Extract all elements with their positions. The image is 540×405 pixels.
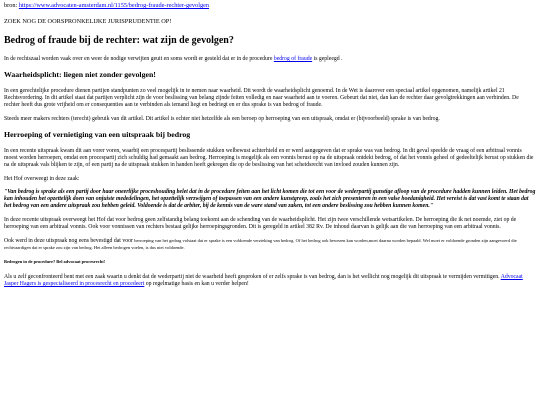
page-title: Bedrog of fraude bij de rechter: wat zijn de gevolgen?: [4, 35, 234, 46]
closing-paragraph: [4, 274, 536, 288]
court-quote: "Van bedrog is sprake als een partij door haar oneerlijke proceshouding belet dat in de procedure feiten aan het licht komen die tot een voor de wederpartij gunstige afloop van de procedure hadden kunnen leiden. Het bedrog kan inhouden het opzettelijk doen van onjuiste mededelingen, het opzettelijk verzwijgen of toepassen van een andere kunstgreep, zoals het zich presenteren in een valse hoedanigheid. Het vereist is dat vast komt te staan dat het bedrog van een andere uitspraak zou hebben geleid. Voldoende is dat de arbiter, bij de kennis van de ware stand van zaken, tot een andere beslissing zou hebben kunnen komen.": [4, 189, 536, 209]
court-considers-line: Het Hof overweegt in deze zaak:: [4, 176, 80, 182]
fraud-link[interactable]: bedrog of fraude: [273, 56, 313, 62]
closing-text-after: op regelmatige basis en kan u verder helpen!: [144, 281, 249, 287]
waarheidsplicht-paragraph: In een gerechtelijke procedure dienen partijen standpunten zo veel mogelijk in te nemen naar waarheid. Dit wordt de waarheidsplicht genoemd. In de Wet is daarover een speciaal artikel opgenomen, namelijk artikel 21 Rechtsvordering. In dit artikel staat dat partijen verplicht zijn de voor beslissing van belang zijnde feiten volledig en naar waarheid aan te voeren. Gebeurt dat niet, dan kan de rechter daar gevolgtrekkingen aan verbinden. De rechter heeft dus grote vrijheid om er consequenties aan te verbinden als iemand liegt en bedriegt en er dus sprake is van bedrog of fraude.: [4, 88, 519, 108]
intro-text-before: In de rechtszaal worden vaak over en weer de nodige verwijten geuit en soms wordt er gesteld dat er in de procedure: [4, 56, 274, 62]
section-heading-waarheidsplicht: Waarheidsplicht: liegen niet zonder gevolgen!: [4, 70, 156, 79]
recent-ruling-paragraph: In een recente uitspraak kwam dit aan vorer voren, waarbij een procespartij beslissende stukken welbewust achterhield en er werd aangegeven dat er sprake was van bedrog. In dit geval speelde de vraag of een arbitraal vonnis moest worden herroepen, omdat een procespartij zich schuldig had gemaakt aan bedrog. Herroeping is mogelijk als een vonnis berust op na de uitspraak ontdekt bedrog, of dat het vonnis geheel of gedeeltelijk berust op stukken die na de uitspraak vals blijken te zijn, of een partij na de uitspraak stukken in handen heeft gekregen die op de beslissing van het scheidsrecht van invloed zouden kunnen zijn.: [4, 148, 534, 168]
section-heading-herroeping: Herroeping of vernietiging van een uitspraak bij bedrog: [4, 130, 191, 139]
intro-text-after: is gepleegd .: [312, 56, 343, 62]
intro-paragraph: [4, 56, 536, 63]
source-link[interactable]: https://www.advocaten-amsterdam.nl/1155/bedrog-fraude-rechter-gevolgen: [18, 2, 210, 9]
source-label: bron:: [4, 2, 19, 9]
confirmation-small-text: herroeping van het gedrag volstaat dat er sprake is een voldoende verzieking van bedrog. Of het bedrog ook bewezen kan worden,moet daarna worden bepaald. Wel moet er voldoende gronden zijn aangevoerd die rechtvaardigen dat er sprake zou zijn van bedrog. Het alleen bedrogen voelen, is dus niet voldoende.: [4, 238, 517, 250]
call-lawyer-heading: Bedrogen in de procedure? Bel advocaat procesrecht!: [4, 259, 106, 264]
closing-text-before: Als u zelf geconfronteerd bent met een zaak waarin u denkt dat de wederpartij niet de waarheid heeft gesproken of er zelfs sprake is van bedrog, dan is het wellicht nog mogelijk dit uitspraak te vermijden vermitigen.: [4, 274, 501, 280]
kicker-note: ZOEK NOG DE OORSPRONKELIJKE JURISPRUDENTIE OP!: [4, 18, 172, 25]
source-line: [4, 2, 536, 10]
article-usage-paragraph: Steeds meer makers rechters (terecht) gebruik van dit artikel. Dit artikel is echter niet hetzelfde als een beroep op herroeping van een uitspraak, omdat er (bijvoorbeeld) sprake is van bedrog.: [4, 116, 440, 122]
confirmation-lead: Ook werd in deze uitspraak nog eens bevestigd dat voor: [4, 238, 135, 244]
lawyer-link[interactable]: Advocaat Jasper Hagers is gespecialiseerd in procesrecht en procedeert: [4, 274, 523, 287]
recent-ruling-conclusion-paragraph: In deze recente uitspraak overweegt het Hof dat voor bedrog geen zelfstandig belang toekomt aan de schending van de waarheidsplicht. Het zijn twee verschillende wetsartikelen. De herroeping die ik net noemde, ziet op de herroeping van een arbitraal vonnis. Ook voor vonnissen van rechters bestaat gelijke herroepingsgronden. Dit is geregeld in artikel 382 Rv. De inhoud daarvan is gelijk aan die van herroeping van een arbitraal vonnis.: [4, 217, 517, 230]
confirmation-paragraph: [4, 238, 536, 252]
